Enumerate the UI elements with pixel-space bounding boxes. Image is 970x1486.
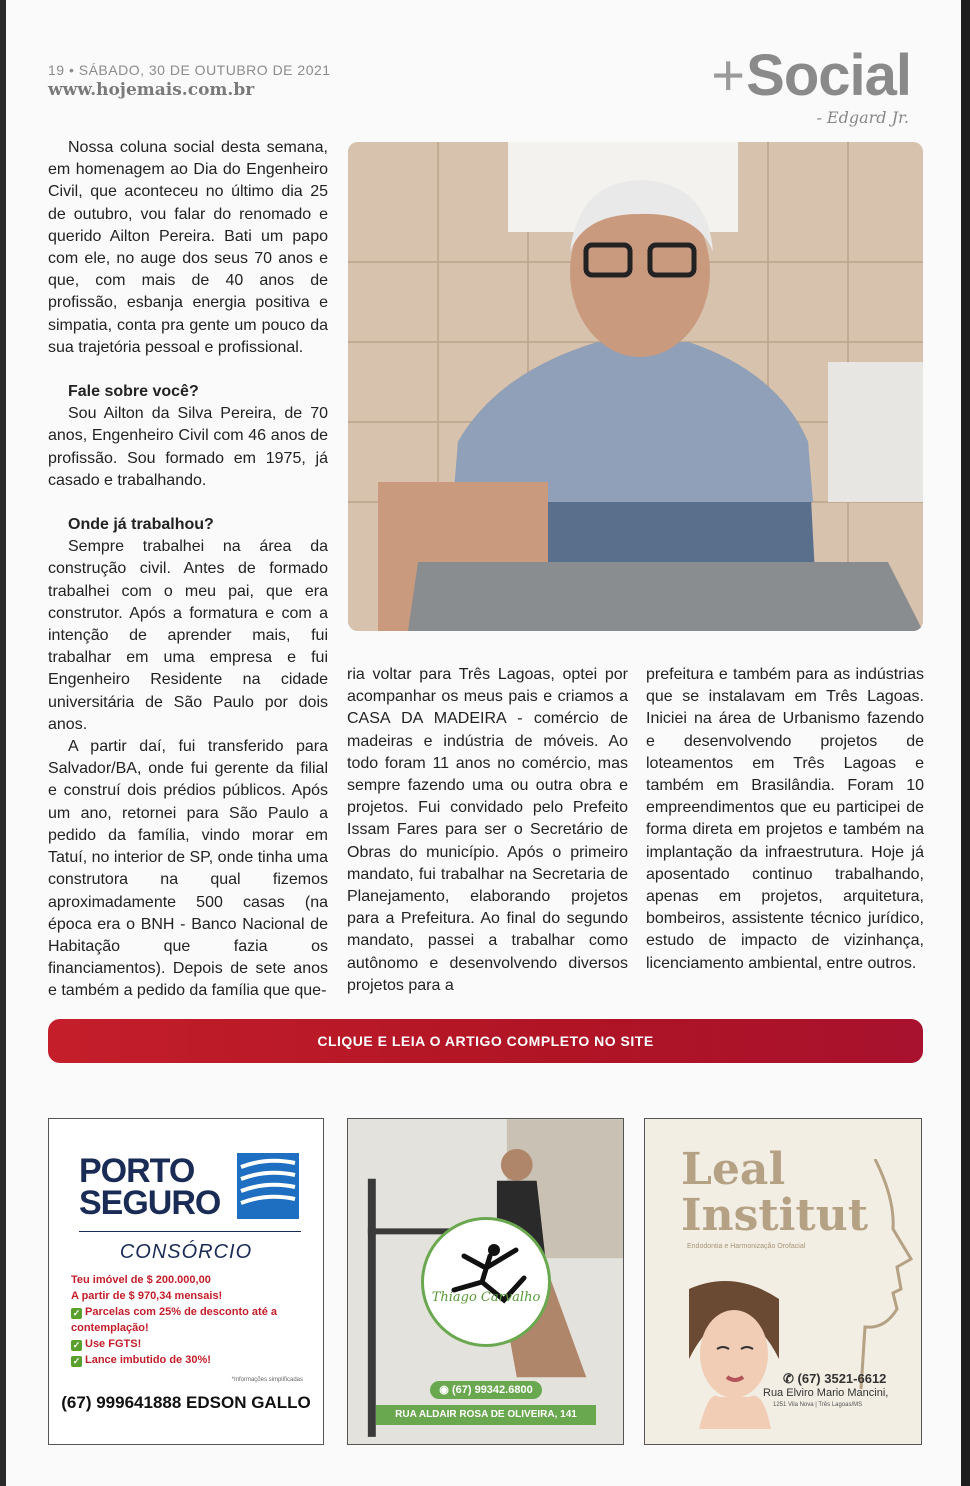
check-text-2: Use FGTS! bbox=[85, 1338, 142, 1350]
logo-line-1: PORTO bbox=[79, 1152, 195, 1190]
logo-line-2: SEGURO bbox=[79, 1184, 221, 1222]
article-photo bbox=[348, 142, 923, 631]
offer-lines bbox=[71, 1272, 311, 1368]
check-text-3: Lance imbutido de 30%! bbox=[85, 1354, 211, 1366]
leal-phone bbox=[783, 1371, 886, 1387]
ad-leal-institut[interactable] bbox=[644, 1118, 922, 1445]
leal-address: Rua Elviro Mario Mancini, bbox=[763, 1387, 889, 1399]
leal-title-1: Leal bbox=[681, 1144, 786, 1195]
article-intro: Nossa coluna social desta semana, em homenagem ao Dia do Engenheiro Civil, que aconteceu no último dia 25 de outubro, vou falar do renomado e querido Ailton Pereira. Bati um papo com ele, no auge dos seus 70 anos e que, com mais de 40 anos de profissão, esbanja energia positiva e simpatia, conta pra gente um pouco da sua trajetória pessoal e profissional. bbox=[48, 139, 328, 356]
phone-icon: ✆ bbox=[783, 1371, 798, 1386]
brand-name: Social bbox=[746, 43, 911, 108]
dance-address: RUA ALDAIR ROSA DE OLIVEIRA, 141 bbox=[376, 1405, 596, 1425]
answer-1: Sou Ailton da Silva Pereira, de 70 anos, Engenheiro Civil com 46 anos de profissão. Sou formado em 1975, já casado e trabalhando. bbox=[48, 405, 328, 489]
dancer-icon bbox=[424, 1220, 548, 1344]
section-brand bbox=[711, 42, 911, 109]
offer-line-1: Teu imóvel de $ 200.000,00 bbox=[71, 1274, 211, 1286]
dance-logo bbox=[421, 1217, 551, 1347]
columnist-signature: - Edgard Jr. bbox=[816, 108, 909, 127]
question-2: Onde já trabalhou? bbox=[68, 516, 214, 534]
check-text-1: Parcelas com 25% de desconto até a contemplação! bbox=[71, 1306, 277, 1334]
answer-2: Sempre trabalhei na área da construção civil. Antes de formado trabalhei com o meu pai, que era construtor. Após a formatura e com a intenção de aprender mais, fui trabalhar em uma empresa e fui Engenheiro Residente na cidade universitária de São Paulo por dois anos. bbox=[48, 538, 328, 733]
divider bbox=[79, 1231, 301, 1232]
offer-check-3 bbox=[71, 1352, 311, 1368]
site-url[interactable]: www.hojemais.com.br bbox=[48, 80, 255, 100]
leal-title-2: Institut bbox=[681, 1190, 869, 1241]
article-text-col2: ria voltar para Três Lagoas, optei por acompanhar os meus pais e criamos a CASA DA MADEIRA - comércio de madeiras e indústria de móveis. Ao todo foram 11 anos no comércio, mas sempre fazendo uma ou outra obra e projetos. Fui convidado pelo Prefeito Issam Fares para ser o Secretário de Obras do município. Após o primeiro mandato, fui trabalhar na Secretaria de Planejamento, elaborando projetos para a Prefeitura. Ao final do segundo mandato, passei a trabalhar como autônomo e desenvolvendo diversos projetos para a bbox=[347, 666, 628, 994]
article-column-1 bbox=[48, 137, 328, 1003]
offer-check-1 bbox=[71, 1304, 311, 1336]
offer-check-2 bbox=[71, 1336, 311, 1352]
issue-date: 19 • SÁBADO, 30 DE OUTUBRO DE 2021 bbox=[48, 62, 331, 78]
question-1: Fale sobre você? bbox=[68, 383, 199, 401]
whatsapp-icon: ◉ bbox=[439, 1384, 452, 1396]
face-outline-decoration bbox=[835, 1159, 915, 1389]
article-column-3 bbox=[646, 664, 924, 975]
porto-seguro-logo bbox=[79, 1152, 221, 1222]
porto-seguro-mark-icon bbox=[237, 1153, 299, 1219]
checkbox-icon: ✓ bbox=[72, 1308, 81, 1318]
leal-phone-number: (67) 3521-6612 bbox=[797, 1371, 887, 1386]
article-column-2 bbox=[347, 664, 628, 997]
viewer-edge bbox=[961, 0, 970, 1486]
dance-phone bbox=[430, 1381, 542, 1399]
newspaper-page bbox=[6, 0, 961, 1486]
dance-brand: Thiago Carvalho bbox=[431, 1290, 541, 1305]
dance-phone-number: (67) 99342.6800 bbox=[451, 1384, 533, 1396]
answer-3: A partir daí, fui transferido para Salvador/BA, onde fui gerente da filial e construí dois prédios públicos. Após um ano, retornei para São Paulo a pedido da família, vindo morar em Tatuí, no interior de SP, onde tinha uma construtora na qual fizemos aproximadamente 500 casas (na época era o BNH - Banco Nacional de Habitação que fazia os financiamentos). Depois de sete anos e também a pedido da família que que- bbox=[48, 738, 328, 1000]
porto-phone: (67) 999641888 EDSON GALLO bbox=[61, 1393, 311, 1412]
read-full-article-button[interactable]: CLIQUE E LEIA O ARTIGO COMPLETO NO SITE bbox=[48, 1019, 923, 1063]
ad-dance-school[interactable] bbox=[347, 1118, 624, 1445]
checkbox-icon: ✓ bbox=[72, 1356, 81, 1366]
checkbox-icon: ✓ bbox=[72, 1340, 81, 1350]
disclaimer: *Informações simplificadas bbox=[231, 1377, 303, 1383]
product-name: CONSÓRCIO bbox=[119, 1241, 253, 1263]
leal-subtitle: Endodontia e Harmonização Orofacial bbox=[687, 1243, 806, 1250]
article-text-col3: prefeitura e também para as indústrias que se instalavam em Três Lagoas. Iniciei na área de Urbanismo fazendo e desenvolvendo projetos de loteamentos em Três Lagoas e também em Brasilândia. Foram 10 empreendimentos que eu participei de forma direta em projetos e também na implantação da infraestrutura. Hoje já aposentado continuo trabalhando, apenas em projetos, arquitetura, bombeiros, assistente técnico jurídico, estudo de impacto de vizinhança, licenciamento ambiental, entre outros. bbox=[646, 666, 924, 972]
offer-line-2: A partir de $ 970,34 mensais! bbox=[71, 1290, 223, 1302]
ad-porto-seguro[interactable] bbox=[48, 1118, 324, 1445]
leal-city: 1251 Vila Nova | Três Lagoas/MS bbox=[773, 1402, 863, 1408]
brand-plus: + bbox=[711, 43, 745, 108]
